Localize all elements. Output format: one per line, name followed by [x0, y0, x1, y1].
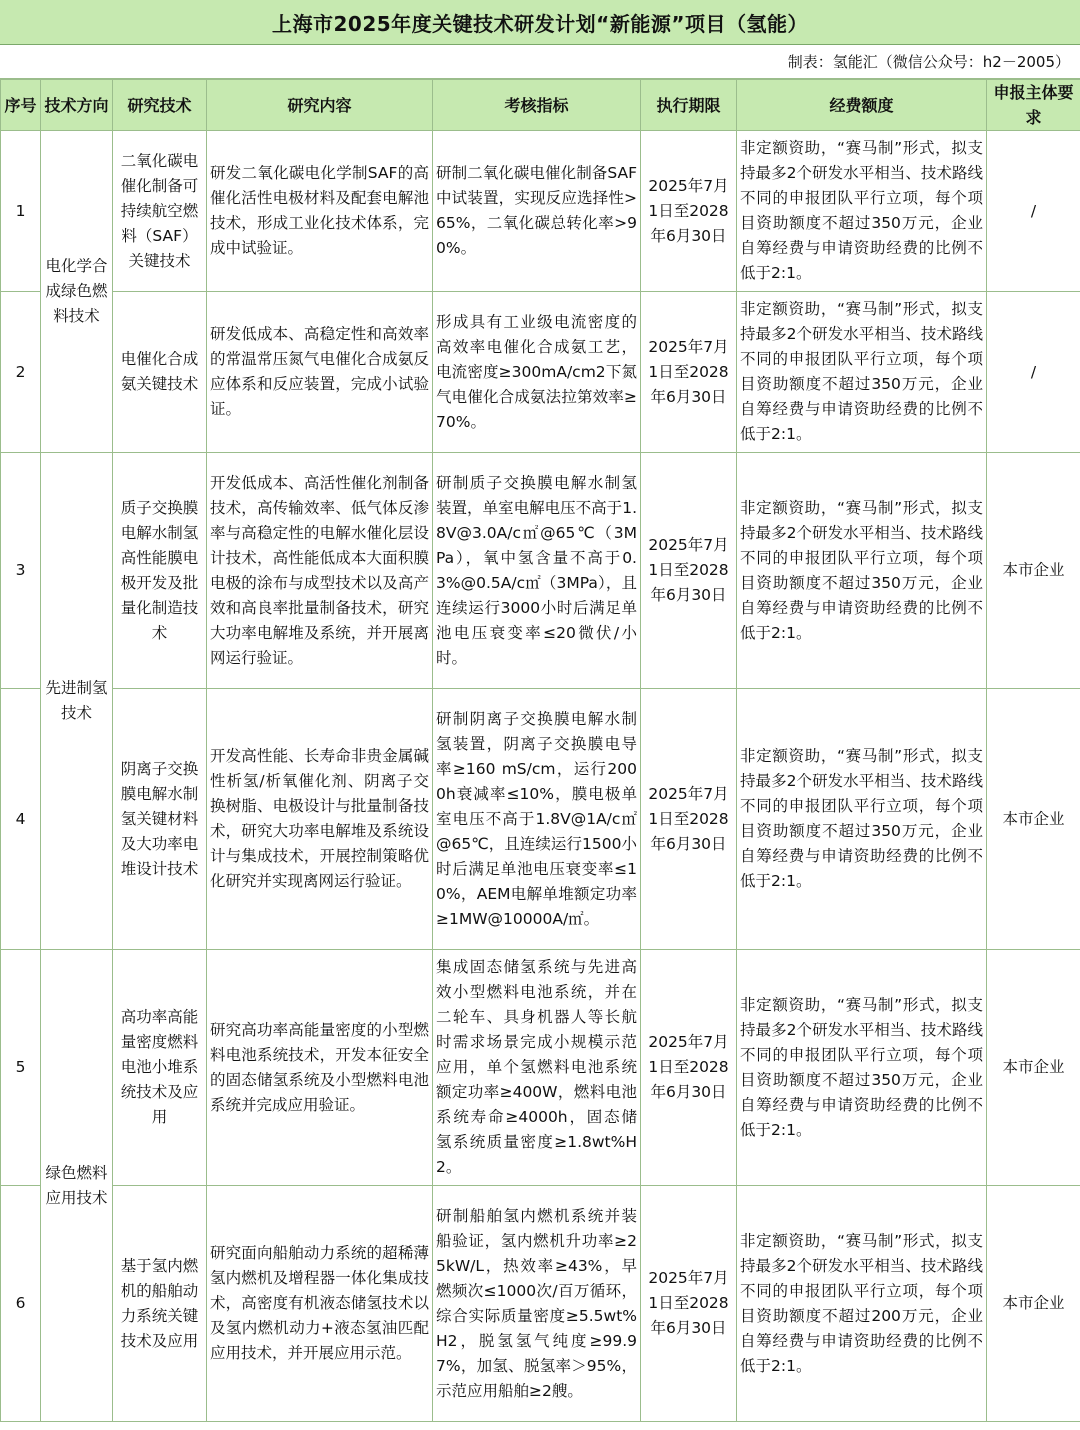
- row-no: 2: [1, 292, 41, 453]
- applicant-requirement: 本市企业: [987, 1186, 1080, 1422]
- research-content: 研发低成本、高稳定性和高效率的常温常压氮气电催化合成氨反应体系和反应装置，完成小试验证。: [207, 292, 433, 453]
- execution-period: 2025年7月1日至2028年6月30日: [641, 1186, 737, 1422]
- table-row: [1, 292, 1080, 453]
- funding-amount: 非定额资助，“赛马制”形式，拟支持最多2个研发水平相当、技术路线不同的申报团队平行立项，每个项目资助额度不超过200万元，企业自筹经费与申请资助经费的比例不低于2:1。: [737, 1186, 987, 1422]
- direction-cell: 电化学合成绿色燃料技术: [41, 131, 113, 453]
- research-content: 研发二氧化碳电化学制SAF的高催化活性电极材料及配套电解池技术，形成工业化技术体系，完成中试验证。: [207, 131, 433, 292]
- assessment-kpi: 研制二氧化碳电催化制备SAF中试装置，实现反应选择性>65%，二氧化碳总转化率>90%。: [433, 131, 641, 292]
- execution-period: 2025年7月1日至2028年6月30日: [641, 689, 737, 950]
- applicant-requirement: /: [987, 131, 1080, 292]
- direction-cell: 绿色燃料应用技术: [41, 950, 113, 1422]
- research-content: 开发低成本、高活性催化剂制备技术，高传输效率、低气体反渗率与高稳定性的电解水催化层设计技术，高性能低成本大面积膜电极的涂布与成型技术以及高产效和高良率批量制备技术，研究大功率电解堆及系统，并开展离网运行验证。: [207, 453, 433, 689]
- table-row: [1, 1186, 1080, 1422]
- assessment-kpi: 研制船舶氢内燃机系统并装船验证，氢内燃机升功率≥25kW/L，热效率≥43%，早燃频次≤1000次/百万循环，综合实际质量密度≥5.5wt%H2，脱氢氢气纯度≥99.97%，加氢、脱氢率＞95%，示范应用船舶≥2艘。: [433, 1186, 641, 1422]
- header-applicant: 申报主体要求: [987, 80, 1080, 131]
- research-tech: 阴离子交换膜电解水制氢关键材料及大功率电堆设计技术: [113, 689, 207, 950]
- source-credit: 制表：氢能汇（微信公众号：h2－2005）: [0, 45, 1080, 79]
- assessment-kpi: 研制阴离子交换膜电解水制氢装置，阴离子交换膜电导率≥160 mS/cm，运行2000h衰减率≤10%，膜电极单室电压不高于1.8V@1A/c㎡@65℃，且连续运行1500小时后满足单池电压衰变率≤10%，AEM电解单堆额定功率≥1MW@10000A/㎡。: [433, 689, 641, 950]
- table-row: [1, 689, 1080, 950]
- row-no: 4: [1, 689, 41, 950]
- assessment-kpi: 形成具有工业级电流密度的高效率电催化合成氨工艺，电流密度≥300mA/cm2下氮气电催化合成氨法拉第效率≥70%。: [433, 292, 641, 453]
- table-header-row: [1, 80, 1080, 131]
- table-row: [1, 950, 1080, 1186]
- header-kpi: 考核指标: [433, 80, 641, 131]
- research-tech: 基于氢内燃机的船舶动力系统关键技术及应用: [113, 1186, 207, 1422]
- funding-amount: 非定额资助，“赛马制”形式，拟支持最多2个研发水平相当、技术路线不同的申报团队平行立项，每个项目资助额度不超过350万元，企业自筹经费与申请资助经费的比例不低于2:1。: [737, 950, 987, 1186]
- row-no: 5: [1, 950, 41, 1186]
- row-no: 3: [1, 453, 41, 689]
- execution-period: 2025年7月1日至2028年6月30日: [641, 950, 737, 1186]
- header-period: 执行期限: [641, 80, 737, 131]
- funding-amount: 非定额资助，“赛马制”形式，拟支持最多2个研发水平相当、技术路线不同的申报团队平行立项，每个项目资助额度不超过350万元，企业自筹经费与申请资助经费的比例不低于2:1。: [737, 292, 987, 453]
- execution-period: 2025年7月1日至2028年6月30日: [641, 292, 737, 453]
- header-no: 序号: [1, 80, 41, 131]
- direction-cell: 先进制氢技术: [41, 453, 113, 950]
- row-no: 1: [1, 131, 41, 292]
- research-content: 开发高性能、长寿命非贵金属碱性析氢/析氧催化剂、阴离子交换树脂、电极设计与批量制备技术，研究大功率电解堆及系统设计与集成技术，开展控制策略优化研究并实现离网运行验证。: [207, 689, 433, 950]
- research-content: 研究面向船舶动力系统的超稀薄氢内燃机及增程器一体化集成技术，高密度有机液态储氢技术以及氢内燃机动力+液态氢油匹配应用技术，并开展应用示范。: [207, 1186, 433, 1422]
- research-tech: 二氧化碳电催化制备可持续航空燃料（SAF）关键技术: [113, 131, 207, 292]
- table-row: [1, 453, 1080, 689]
- research-tech: 质子交换膜电解水制氢高性能膜电极开发及批量化制造技术: [113, 453, 207, 689]
- applicant-requirement: 本市企业: [987, 453, 1080, 689]
- applicant-requirement: 本市企业: [987, 950, 1080, 1186]
- table-row: [1, 131, 1080, 292]
- assessment-kpi: 研制质子交换膜电解水制氢装置，单室电解电压不高于1.8V@3.0A/c㎡@65℃（3MPa），氧中氢含量不高于0.3%@0.5A/c㎡（3MPa），且连续运行3000小时后满足单池电压衰变率≤20微伏/小时。: [433, 453, 641, 689]
- applicant-requirement: /: [987, 292, 1080, 453]
- funding-amount: 非定额资助，“赛马制”形式，拟支持最多2个研发水平相当、技术路线不同的申报团队平行立项，每个项目资助额度不超过350万元，企业自筹经费与申请资助经费的比例不低于2:1。: [737, 453, 987, 689]
- page-title: 上海市2025年度关键技术研发计划“新能源”项目（氢能）: [0, 0, 1080, 45]
- assessment-kpi: 集成固态储氢系统与先进高效小型燃料电池系统，并在二轮车、具身机器人等长航时需求场景完成小规模示范应用，单个氢燃料电池系统额定功率≥400W，燃料电池系统寿命≥4000h，固态储氢系统质量密度≥1.8wt%H2。: [433, 950, 641, 1186]
- applicant-requirement: 本市企业: [987, 689, 1080, 950]
- funding-amount: 非定额资助，“赛马制”形式，拟支持最多2个研发水平相当、技术路线不同的申报团队平行立项，每个项目资助额度不超过350万元，企业自筹经费与申请资助经费的比例不低于2:1。: [737, 131, 987, 292]
- header-content: 研究内容: [207, 80, 433, 131]
- funding-amount: 非定额资助，“赛马制”形式，拟支持最多2个研发水平相当、技术路线不同的申报团队平行立项，每个项目资助额度不超过350万元，企业自筹经费与申请资助经费的比例不低于2:1。: [737, 689, 987, 950]
- row-no: 6: [1, 1186, 41, 1422]
- header-direction: 技术方向: [41, 80, 113, 131]
- projects-table: [0, 79, 1080, 1422]
- header-funding: 经费额度: [737, 80, 987, 131]
- execution-period: 2025年7月1日至2028年6月30日: [641, 453, 737, 689]
- research-tech: 电催化合成氨关键技术: [113, 292, 207, 453]
- header-tech: 研究技术: [113, 80, 207, 131]
- execution-period: 2025年7月1日至2028年6月30日: [641, 131, 737, 292]
- research-content: 研究高功率高能量密度的小型燃料电池系统技术，开发本征安全的固态储氢系统及小型燃料电池系统并完成应用验证。: [207, 950, 433, 1186]
- research-tech: 高功率高能量密度燃料电池小堆系统技术及应用: [113, 950, 207, 1186]
